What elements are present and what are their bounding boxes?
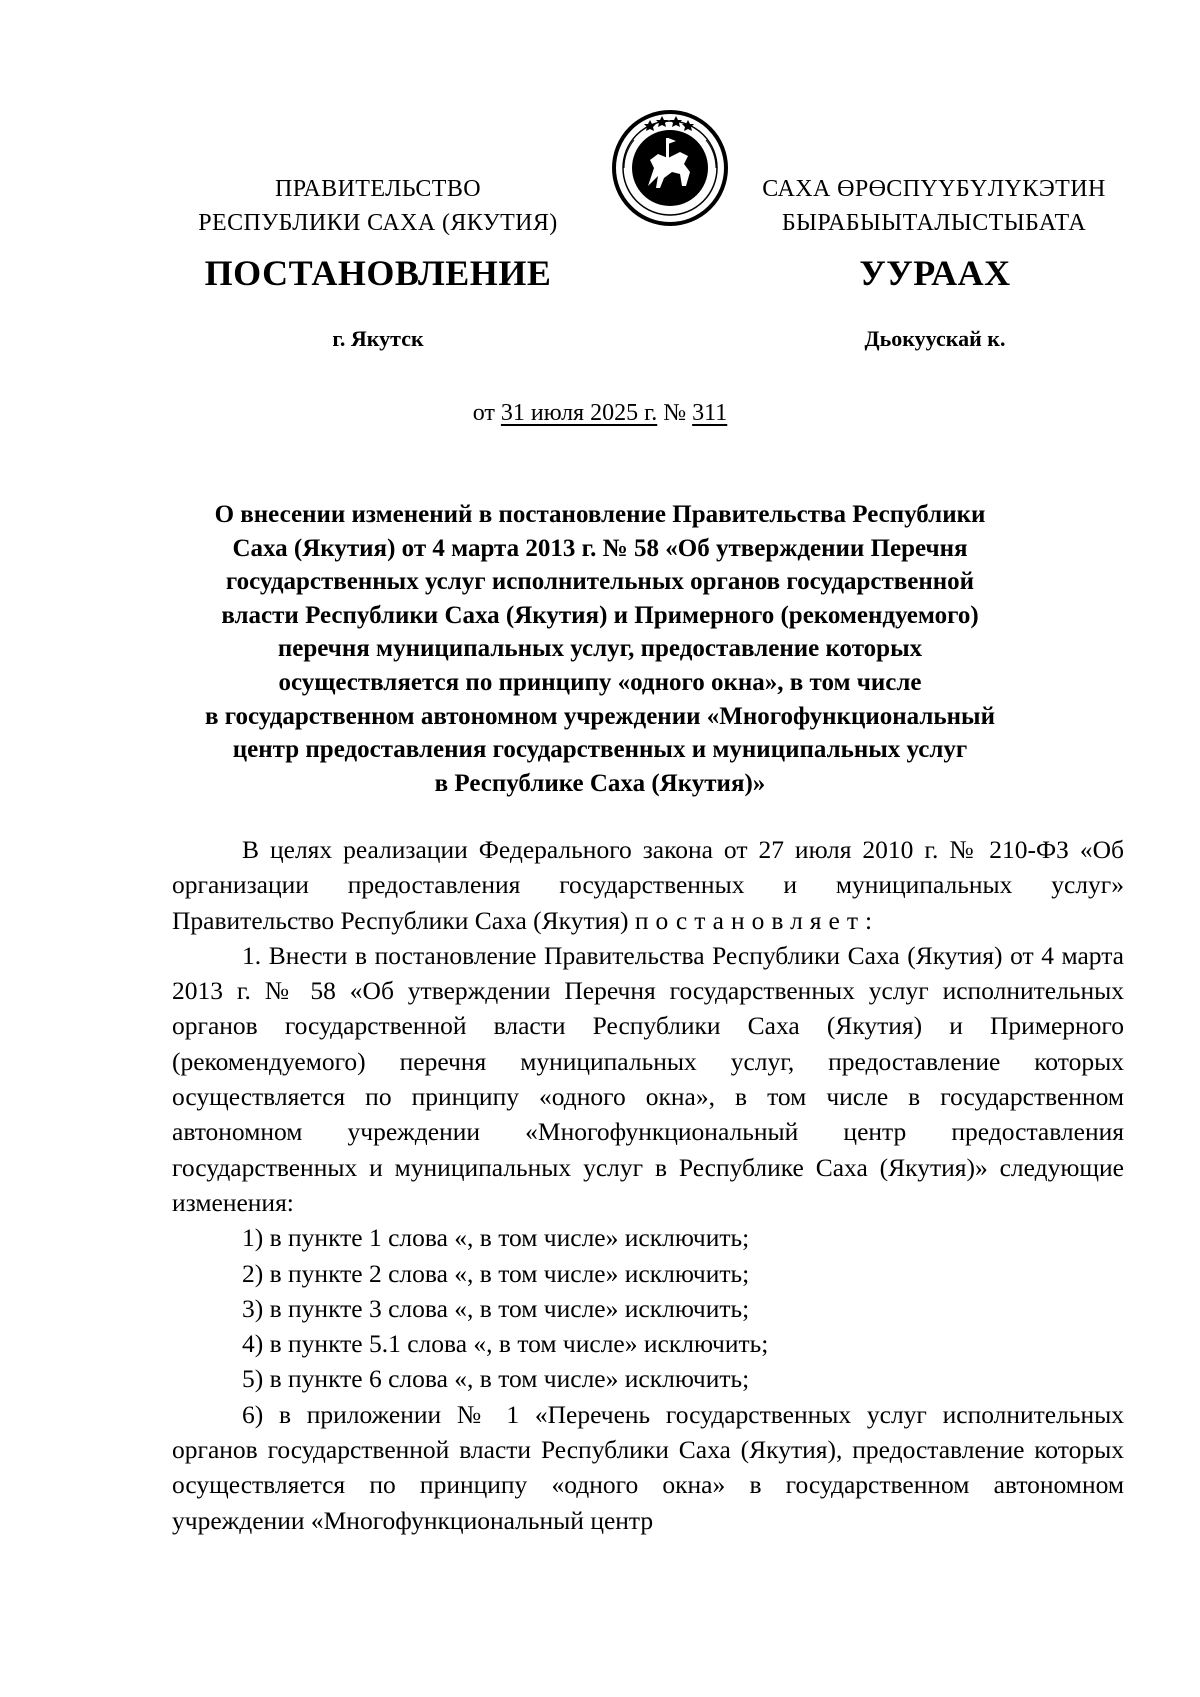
header-ru <box>178 172 578 240</box>
title-line: в Республике Саха (Якутия)» <box>434 769 766 797</box>
intro-paragraph <box>172 832 1124 938</box>
document-number: 311 <box>692 400 728 426</box>
header-ru-line2: РЕСПУБЛИКИ САХА (ЯКУТИЯ) <box>198 210 558 236</box>
title-line: Саха (Якутия) от 4 марта 2013 г. № 58 «Об утверждении Перечня <box>232 534 968 562</box>
list-item: 3) в пункте 3 слова «, в том числе» исключить; <box>242 1293 750 1323</box>
list-item-6: 6) в приложении № 1 «Перечень государственных услуг исполнительных органов государственной власти Республики Саха (Якутия), предоставление которых осуществляется по принципу «одного окна» в государственном автономном учреждении «Многофункциональный центр <box>172 1399 1124 1535</box>
title-line: центр предоставления государственных и муниципальных услуг <box>232 736 968 764</box>
title-line: власти Республики Саха (Якутия) и Примерного (рекомендуемого) <box>221 601 979 629</box>
intro-text: В целях реализации Федерального закона от 27 июля 2010 г. № 210-ФЗ «Об организации предоставления государственных и муниципальных услуг» Правительство Республики Саха (Якутия) <box>172 835 1124 935</box>
header-sakha <box>754 172 1114 240</box>
list-item: 2) в пункте 2 слова «, в том числе» исключить; <box>242 1258 750 1288</box>
document-title <box>150 498 1050 800</box>
clause-1: 1. Внести в постановление Правительства Республики Саха (Якутия) от 4 марта 2013 г. № 58 «Об утверждении Перечня государственных услуг исполнительных органов государственной власти Республики Саха (Якутия) и Примерного (рекомендуемого) перечня муниципальных услуг, предоставление которых осуществляется по принципу «одного окна», в том числе в государственном автономном учреждении «Многофункциональный центр предоставления государственных и муниципальных услуг в Республике Саха (Якутия)» следующие изменения: <box>172 940 1124 1217</box>
header-sakha-line1: САХА ӨРӨСПҮҮБҮЛҮКЭТИН <box>762 176 1106 202</box>
intro-resolves: постановляет: <box>634 905 880 935</box>
list-item: 1) в пункте 1 слова «, в том числе» исключить; <box>242 1223 750 1253</box>
coat-of-arms-emblem-icon <box>610 108 730 228</box>
title-line: в государственном автономном учреждении «Многофункциональный <box>205 702 995 730</box>
date-prefix: от <box>472 400 495 426</box>
document-body <box>172 832 1124 1538</box>
city-ru: г. Якутск <box>332 326 424 351</box>
list-item: 4) в пункте 5.1 слова «, в том числе» исключить; <box>242 1329 769 1359</box>
header-sakha-line2: БЫРАБЫЫТАЛЫСТЫБАТА <box>781 210 1087 236</box>
date-value: 31 июля 2025 г. <box>500 400 658 426</box>
date-line <box>0 400 1200 427</box>
doc-type-ru: ПОСТАНОВЛЕНИЕ <box>204 253 552 293</box>
header-ru-line1: ПРАВИТЕЛЬСТВО <box>275 176 481 202</box>
number-sign: № <box>663 400 687 426</box>
list-item: 5) в пункте 6 слова «, в том числе» исключить; <box>242 1364 750 1394</box>
doc-type-sakha: УУРААХ <box>859 253 1011 293</box>
title-line: О внесении изменений в постановление Правительства Республики <box>214 501 986 528</box>
title-line: осуществляется по принципу «одного окна», в том числе <box>278 668 922 696</box>
title-line: перечня муниципальных услуг, предоставление которых <box>277 635 923 663</box>
city-sakha: Дьокуускай к. <box>864 326 1006 351</box>
title-line: государственных услуг исполнительных органов государственной <box>225 568 975 596</box>
